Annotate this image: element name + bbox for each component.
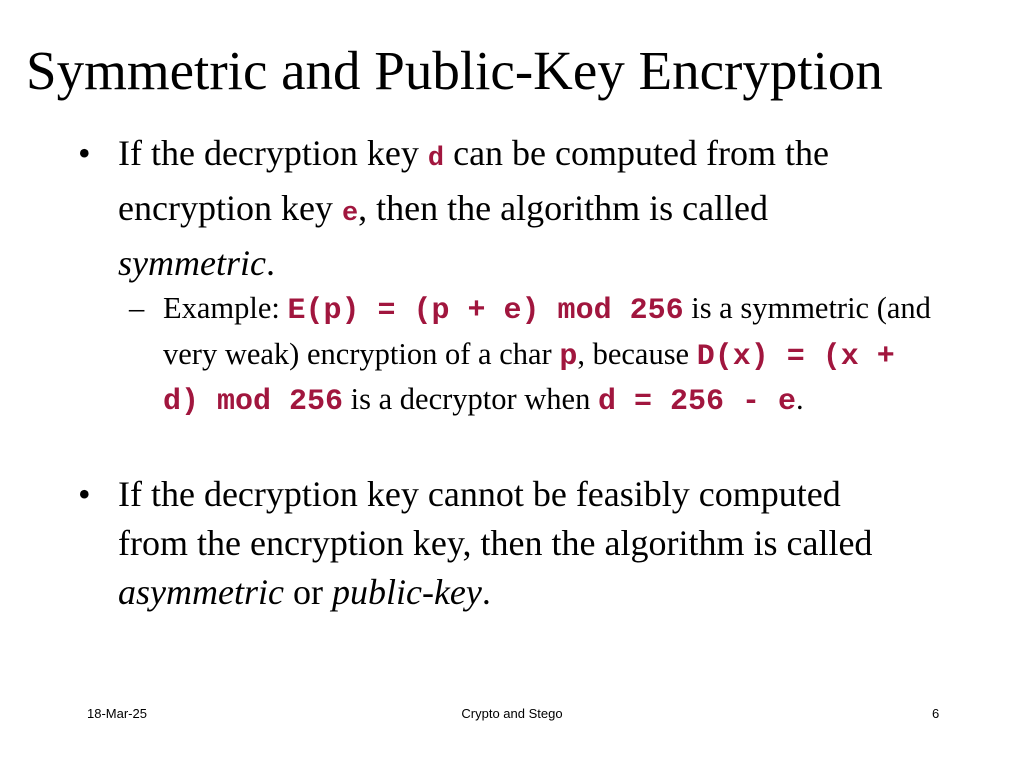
bullet-marker: •: [78, 133, 91, 173]
text-run: , because: [577, 336, 697, 371]
code-encryption-formula: E(p) = (p + e) mod 256: [287, 294, 684, 328]
text-run: .: [796, 382, 804, 416]
footer-page-number: 6: [932, 706, 940, 721]
code-d-formula: d = 256 - e: [597, 385, 797, 419]
term-symmetric: symmetric: [118, 243, 266, 283]
text-run: .: [481, 572, 491, 612]
code-d: d: [427, 144, 445, 174]
bullet-marker: •: [78, 474, 91, 514]
term-asymmetric: asymmetric: [118, 572, 284, 612]
text-run: .: [265, 243, 275, 283]
footer-date: 18-Mar-25: [87, 706, 147, 721]
bullet-symmetric: [78, 129, 918, 288]
sub-bullet-marker: –: [129, 291, 145, 325]
text-run: Example:: [163, 291, 288, 325]
term-public-key: public-key: [331, 572, 482, 612]
text-run: If the decryption key: [118, 133, 428, 173]
text-run: is a symmetric (and very weak) encryption of a char: [163, 291, 931, 371]
code-decryption-formula: D(x) = (x + d) mod 256: [163, 339, 895, 419]
text-run: or: [283, 572, 332, 612]
bullet-asymmetric: [78, 470, 918, 617]
sub-bullet-example: [129, 287, 943, 424]
code-p: p: [559, 339, 578, 374]
footer-title: Crypto and Stego: [461, 706, 563, 721]
text-run: If the decryption key cannot be feasibly computed from the encryption key, then the algorithm is called: [118, 474, 873, 563]
slide-title: Symmetric and Public-Key Encryption: [26, 40, 883, 101]
text-run: can be computed from the encryption key: [118, 133, 829, 228]
code-e: e: [341, 199, 359, 229]
text-run: is a decryptor when: [343, 382, 598, 416]
text-run: , then the algorithm is called: [358, 188, 769, 228]
